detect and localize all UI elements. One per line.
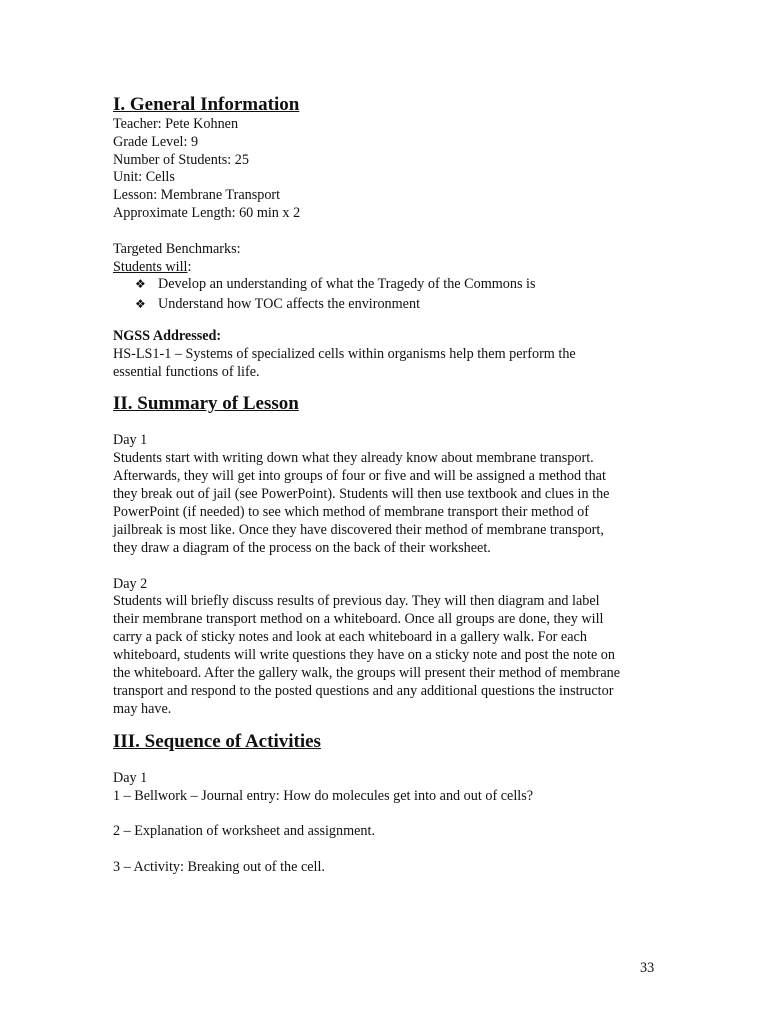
paragraph-line: whiteboard, students will write questions they have on a sticky note and post the note on (113, 647, 615, 664)
section-heading-summary-of-lesson: II. Summary of Lesson (113, 393, 299, 415)
approximate-length-line: Approximate Length: 60 min x 2 (113, 204, 301, 221)
paragraph-line: they draw a diagram of the process on the back of their worksheet. (113, 539, 491, 556)
summary-day1-paragraph (113, 450, 673, 557)
paragraph-line: may have. (113, 700, 172, 717)
teacher-line: Teacher: Pete Kohnen (113, 116, 239, 132)
ngss-line: essential functions of life. (113, 363, 260, 380)
ngss-addressed-label: NGSS Addressed: (113, 327, 222, 344)
targeted-benchmarks-label: Targeted Benchmarks: (113, 240, 241, 257)
unit-line: Unit: Cells (113, 169, 175, 186)
paragraph-line: jailbreak is most like. Once they have discovered their method of membrane transport, (113, 521, 604, 538)
benchmark-text: Develop an understanding of what the Tragedy of the Commons is (158, 276, 536, 293)
benchmark-item (113, 276, 673, 294)
benchmark-item (113, 296, 673, 314)
summary-day2-label: Day 2 (113, 575, 148, 592)
paragraph-line: carry a pack of sticky notes and look at each whiteboard in a gallery walk. For each (113, 629, 587, 646)
ngss-line: HS-LS1-1 – Systems of specialized cells within organisms help them perform the (113, 345, 576, 362)
diamond-bullet-icon: ❖ (135, 297, 146, 312)
summary-day1-label: Day 1 (113, 432, 148, 449)
paragraph-line: their membrane transport method on a whiteboard. Once all groups are done, they will (113, 611, 604, 628)
paragraph-line: they break out of jail (see PowerPoint). Students will then use textbook and clues in the (113, 485, 610, 502)
paragraph-line: Students start with writing down what they already know about membrane transport. (113, 450, 594, 467)
paragraph-line: Students will briefly discuss results of previous day. They will then diagram and label (113, 593, 600, 610)
students-will-label (113, 259, 673, 277)
lesson-line: Lesson: Membrane Transport (113, 187, 281, 204)
section-heading-sequence-of-activities: III. Sequence of Activities (113, 730, 321, 752)
section-heading-general-information: I. General Information (113, 94, 300, 115)
sequence-day1-label: Day 1 (113, 769, 148, 786)
students-will-colon: : (187, 258, 192, 275)
grade-level-line: Grade Level: 9 (113, 133, 199, 150)
paragraph-line: transport and respond to the posted questions and any additional questions the instructor (113, 682, 614, 699)
activity-item: 3 – Activity: Breaking out of the cell. (113, 859, 325, 876)
activity-item: 2 – Explanation of worksheet and assignment. (113, 823, 376, 840)
activity-item: 1 – Bellwork – Journal entry: How do molecules get into and out of cells? (113, 787, 534, 804)
summary-day2-paragraph (113, 593, 673, 718)
students-will-text: Students will (113, 258, 188, 275)
paragraph-line: PowerPoint (if needed) to see which method of membrane transport their method of (113, 503, 589, 520)
number-of-students-line: Number of Students: 25 (113, 151, 249, 168)
benchmark-list (113, 276, 673, 314)
paragraph-line: Afterwards, they will get into groups of four or five and will be assigned a method that (113, 468, 606, 485)
diamond-bullet-icon: ❖ (135, 277, 146, 292)
paragraph-line: the whiteboard. After the gallery walk, the groups will present their method of membrane (113, 665, 621, 682)
page-number: 33 (640, 960, 655, 976)
document-body (113, 94, 673, 877)
benchmark-text: Understand how TOC affects the environment (158, 296, 421, 313)
